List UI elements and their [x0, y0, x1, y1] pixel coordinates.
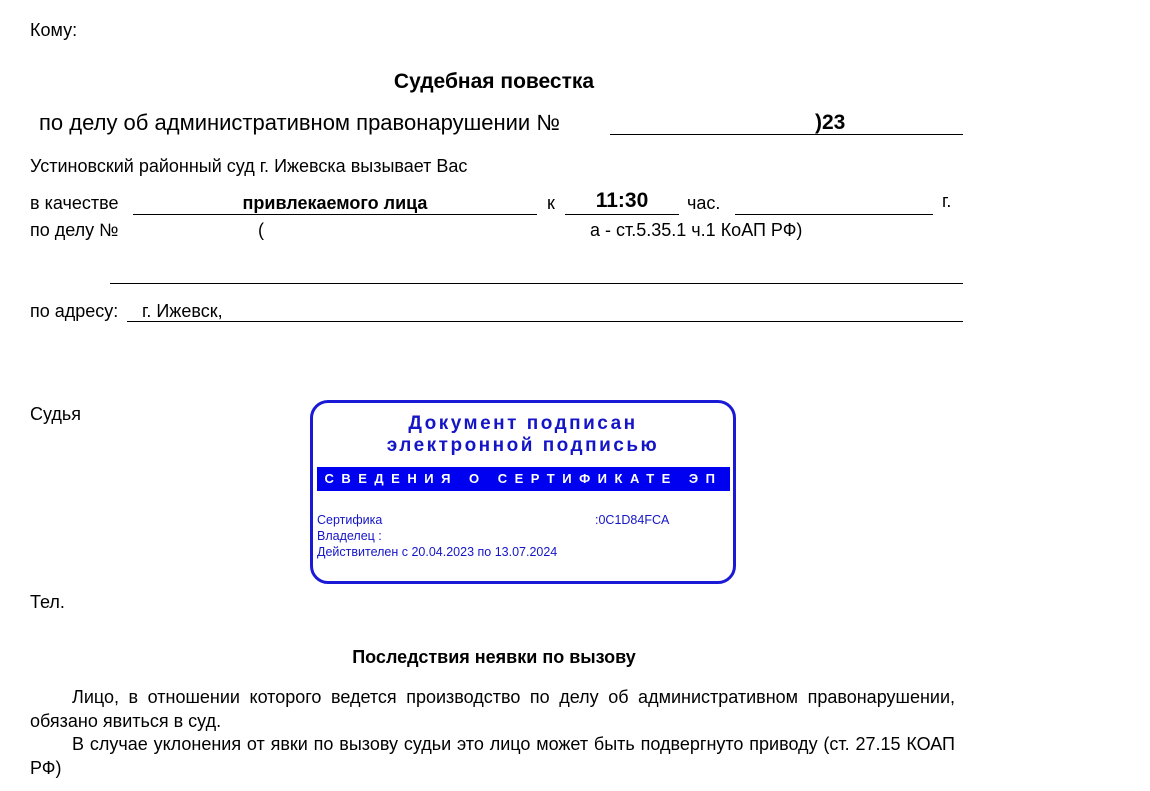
stamp-validity: Действителен с 20.04.2023 по 13.07.2024: [317, 545, 558, 559]
court-text: Устиновский районный суд г. Ижевска вызывает Вас: [30, 156, 468, 176]
case-number-field: [610, 112, 963, 135]
stamp-line1: Документ подписан: [408, 413, 638, 434]
case-line-label: по делу об административном правонарушении №: [39, 110, 560, 135]
date-field: [735, 193, 933, 215]
paragraph-1: Лицо, в отношении которого ведется производство по делу об административном правонарушении, обязано явиться в суд.: [30, 687, 955, 731]
phone-label: Тел.: [30, 592, 65, 612]
electronic-signature-stamp: [310, 400, 736, 584]
stamp-line2: электронной подписью: [386, 435, 660, 456]
case-details-line: [110, 270, 963, 284]
address-field: [127, 300, 963, 322]
paragraph-2: В случае уклонения от явки по вызову судьи это лицо может быть подвергнуто приводу (ст. 27.15 КОАП РФ): [30, 734, 955, 778]
case-number-value: )23: [815, 111, 846, 134]
capacity-value: привлекаемого лица: [242, 193, 428, 213]
time-value: 11:30: [595, 189, 649, 212]
capacity-label: в качестве: [30, 193, 119, 213]
stamp-cert-label: Сертифика: [317, 513, 383, 527]
year-suffix: г.: [942, 191, 952, 211]
to-label: Кому:: [30, 20, 78, 40]
stamp-certificate-bar: СВЕДЕНИЯ О СЕРТИФИКАТЕ ЭП: [317, 467, 730, 491]
case-label: по делу №: [30, 220, 119, 240]
case-paren: (: [258, 220, 264, 240]
stamp-owner: Владелец :: [317, 529, 382, 543]
judge-label: Судья: [30, 404, 82, 424]
document-title: Судебная повестка: [393, 70, 595, 93]
time-prefix: к: [547, 193, 555, 213]
consequences-text: [30, 686, 955, 780]
time-suffix: час.: [687, 193, 721, 213]
stamp-cert-value: :0C1D84FCA: [595, 513, 670, 527]
case-article: а - ст.5.35.1 ч.1 КоАП РФ): [590, 220, 803, 240]
consequences-title: Последствия неявки по вызову: [352, 647, 636, 667]
address-label: по адресу:: [30, 301, 119, 321]
address-value: г. Ижевск,: [142, 301, 223, 321]
